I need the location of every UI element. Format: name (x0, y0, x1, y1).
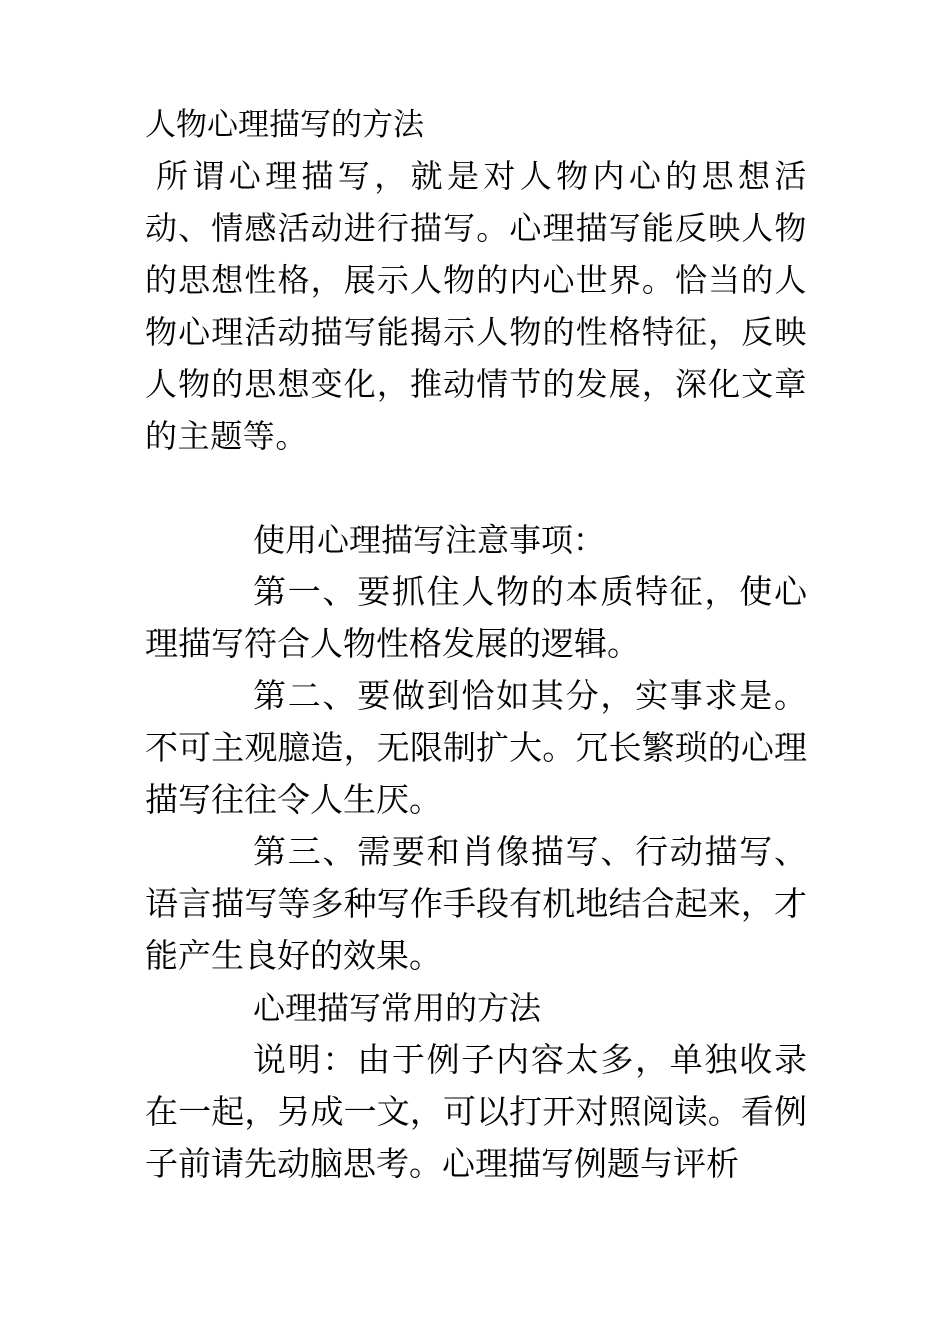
note-point-2: 第二、要做到恰如其分，实事求是。不可主观臆造，无限制扩大。冗长繁琐的心理描写往往令人生厌。 (145, 676, 807, 819)
notes-heading: 使用心理描写注意事项： (253, 521, 606, 559)
note-point-1: 第一、要抓住人物的本质特征，使心理描写符合人物性格发展的逻辑。 (145, 572, 807, 663)
intro-paragraph: 所谓心理描写，就是对人物内心的思想活动、情感活动进行描写。心理描写能反映人物的思想性格，展示人物的内心世界。恰当的人物心理活动描写能揭示人物的性格特征，反映人物的思想变化，推动情节的发展，深化文章的主题等。 (145, 157, 807, 455)
explanation-paragraph: 说明：由于例子内容太多，单独收录在一起，另成一文，可以打开对照阅读。看例子前请先动脑思考。心理描写例题与评析 (145, 1040, 807, 1183)
paragraph-gap (145, 462, 807, 514)
document-title: 人物心理描写的方法 (145, 107, 424, 143)
document-page (145, 100, 807, 1190)
methods-heading: 心理描写常用的方法 (253, 989, 542, 1027)
note-point-3: 第三、需要和肖像描写、行动描写、语言描写等多种写作手段有机地结合起来，才能产生良好的效果。 (145, 832, 807, 975)
